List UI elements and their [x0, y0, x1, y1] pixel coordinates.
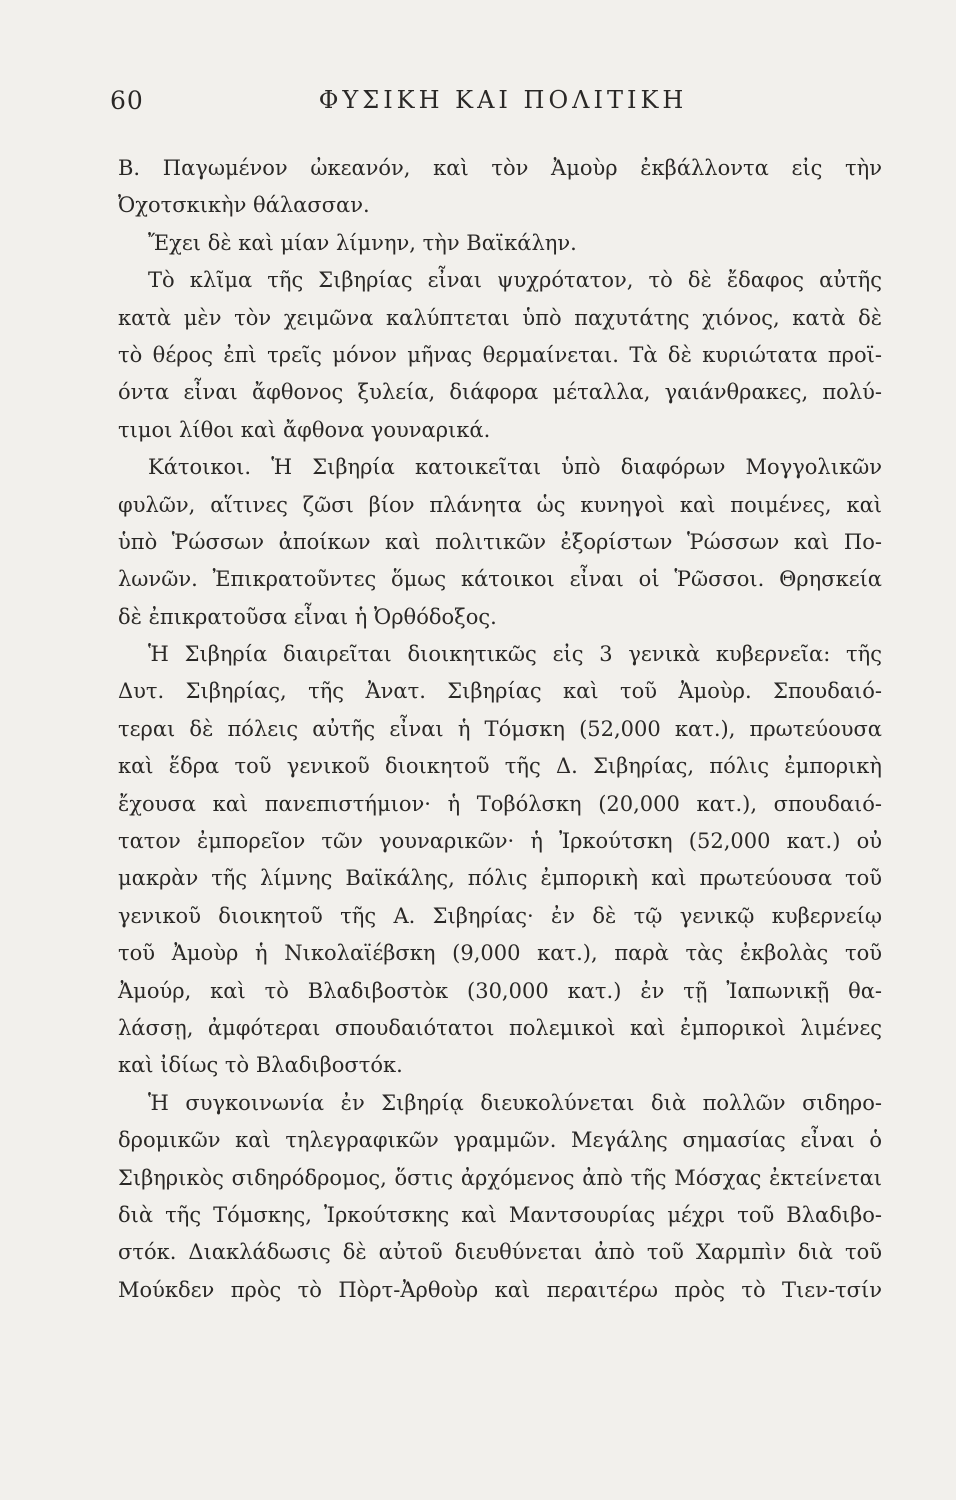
text-line: Τὸ κλῖμα τῆς Σιβηρίας εἶναι ψυχρότατον, τὸ δὲ ἔδαφος αὐτῆς: [148, 268, 882, 293]
text-line: φυλῶν, αἵτινες ζῶσι βίον πλάνητα ὡς κυνηγοὶ καὶ ποιμένες, καὶ: [118, 492, 882, 517]
text-line: δὲ ἐπικρατοῦσα εἶναι ἡ Ὀρθόδοξος.: [118, 604, 497, 629]
page-number: 60: [110, 86, 144, 115]
text-line: τοῦ Ἀμοὺρ ἡ Νικολαϊέβσκη (9,000 κατ.), παρὰ τὰς ἐκβολὰς τοῦ: [118, 941, 882, 966]
text-line: τὸ θέρος ἐπὶ τρεῖς μόνον μῆνας θερμαίνεται. Τὰ δὲ κυριώτατα προϊ-: [118, 342, 882, 367]
body-text: [118, 150, 882, 1309]
text-line: Ἔχει δὲ καὶ μίαν λίμνην, τὴν Βαϊκάλην.: [148, 230, 577, 255]
paragraph-administration: [118, 636, 882, 1085]
text-line: γενικοῦ διοικητοῦ τῆς Α. Σιβηρίας· ἐν δὲ τῷ γενικῷ κυβερνείῳ: [118, 903, 882, 928]
text-line: Ὀχοτσκικὴν θάλασσαν.: [118, 193, 370, 218]
text-line: ἔχουσα καὶ πανεπιστήμιον· ἡ Τοβόλσκη (20,000 κατ.), σπουδαιό-: [118, 791, 882, 816]
text-line: Ἡ Σιβηρία διαιρεῖται διοικητικῶς εἰς 3 γενικὰ κυβερνεῖα: τῆς: [148, 642, 882, 667]
text-line: Μούκδεν πρὸς τὸ Πὸρτ-Ἀρθοὺρ καὶ περαιτέρω πρὸς τὸ Τιεν-τσίν: [118, 1277, 882, 1302]
text-line: Κάτοικοι. Ἡ Σιβηρία κατοικεῖται ὑπὸ διαφόρων Μογγολικῶν: [148, 455, 882, 480]
text-line: δρομικῶν καὶ τηλεγραφικῶν γραμμῶν. Μεγάλης σημασίας εἶναι ὁ: [118, 1128, 882, 1153]
paragraph-rivers: [118, 150, 882, 225]
page-header: [110, 86, 896, 126]
text-line: καὶ ἰδίως τὸ Βλαδιβοστόκ.: [118, 1053, 403, 1078]
text-line: τιμοι λίθοι καὶ ἄφθονα γουναρικά.: [118, 417, 491, 442]
text-line: Β. Παγωμένον ὠκεανόν, καὶ τὸν Ἀμοὺρ ἐκβάλλοντα εἰς τὴν: [118, 156, 882, 180]
paragraph-climate: [118, 262, 882, 449]
text-line: τεραι δὲ πόλεις αὐτῆς εἶναι ἡ Τόμσκη (52,000 κατ.), πρωτεύουσα: [118, 716, 882, 741]
paragraph-lake: [118, 225, 882, 262]
text-line: μακρὰν τῆς λίμνης Βαϊκάλης, πόλις ἐμπορικὴ καὶ πρωτεύουσα τοῦ: [118, 866, 882, 891]
text-line: Σιβηρικὸς σιδηρόδρομος, ὅστις ἀρχόμενος ἀπὸ τῆς Μόσχας ἐκτείνεται: [118, 1165, 882, 1190]
text-line: στόκ. Διακλάδωσις δὲ αὐτοῦ διευθύνεται ἀπὸ τοῦ Χαρμπὶν διὰ τοῦ: [118, 1240, 882, 1265]
text-line: ὑπὸ Ῥώσσων ἀποίκων καὶ πολιτικῶν ἐξορίστων Ῥώσσων καὶ Πο-: [118, 529, 882, 554]
text-line: όντα εἶναι ἄφθονος ξυλεία, διάφορα μέταλλα, γαιάνθρακες, πολύ-: [118, 380, 882, 405]
text-line: λάσσῃ, ἀμφότεραι σπουδαιότατοι πολεμικοὶ καὶ ἐμπορικοὶ λιμένες: [118, 1015, 882, 1040]
text-line: κατὰ μὲν τὸν χειμῶνα καλύπτεται ὑπὸ παχυτάτης χιόνος, κατὰ δὲ: [118, 305, 882, 330]
text-line: καὶ ἕδρα τοῦ γενικοῦ διοικητοῦ τῆς Δ. Σιβηρίας, πόλις ἐμπορικὴ: [118, 754, 882, 779]
paragraph-inhabitants: [118, 449, 882, 636]
paragraph-communications: [118, 1085, 882, 1309]
text-line: τατον ἐμπορεῖον τῶν γουναρικῶν· ἡ Ἰρκούτσκη (52,000 κατ.) οὐ: [118, 829, 882, 854]
text-line: Δυτ. Σιβηρίας, τῆς Ἀνατ. Σιβηρίας καὶ τοῦ Ἀμοὺρ. Σπουδαιό-: [118, 679, 882, 704]
text-line: λωνῶν. Ἐπικρατοῦντες ὅμως κάτοικοι εἶναι οἱ Ῥῶσσοι. Θρησκεία: [118, 567, 882, 592]
text-line: διὰ τῆς Τόμσκης, Ἰρκούτσκης καὶ Μαντσουρίας μέχρι τοῦ Βλαδιβο-: [118, 1202, 882, 1227]
text-line: Ἀμούρ, καὶ τὸ Βλαδιβοστὸκ (30,000 κατ.) ἐν τῇ Ἰαπωνικῇ θα-: [118, 978, 882, 1003]
text-line: Ἡ συγκοινωνία ἐν Σιβηρίᾳ διευκολύνεται διὰ πολλῶν σιδηρο-: [148, 1090, 882, 1115]
running-title: ΦΥΣΙΚΗ ΚΑΙ ΠΟΛΙΤΙΚΗ: [318, 86, 688, 114]
